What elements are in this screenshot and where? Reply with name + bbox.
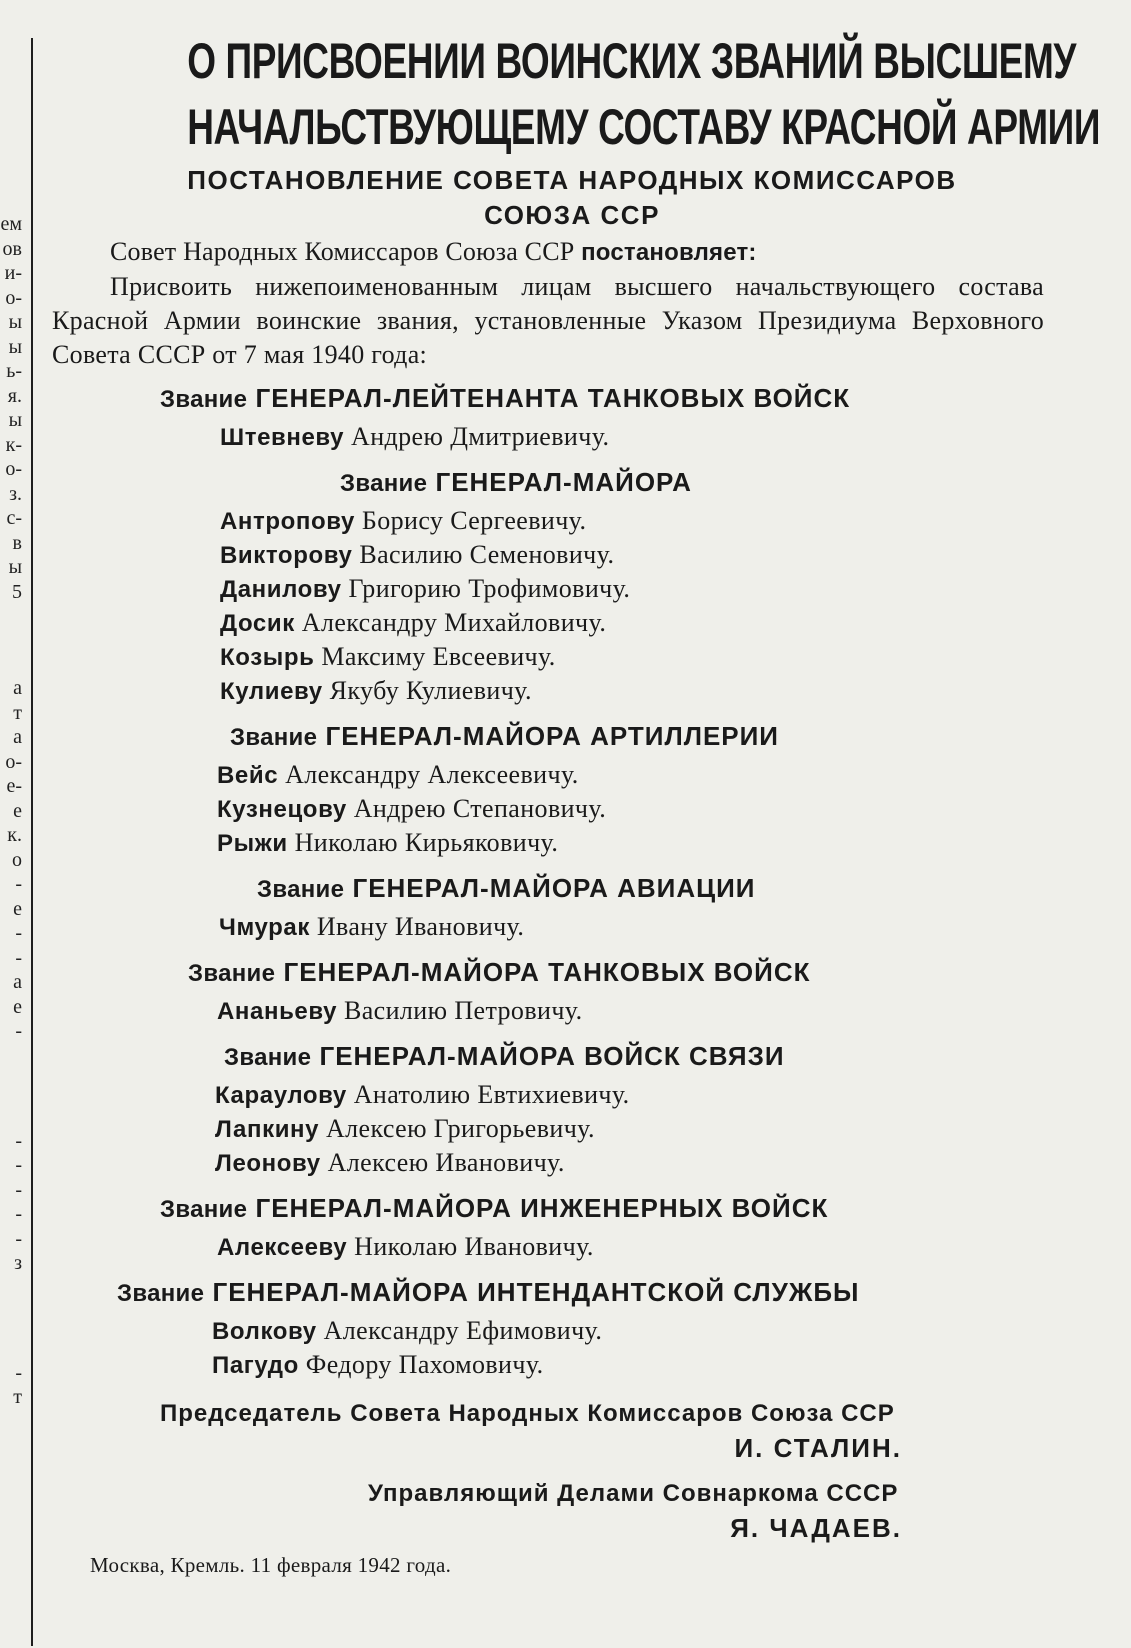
recipient-list [52,758,1092,860]
margin-fragment: е [13,897,22,920]
margin-fragment: я. [7,384,22,407]
headline [187,28,1101,160]
margin-fragment: ы [8,556,22,578]
margin-fragment: о [12,848,22,871]
margin-fragment: - [15,1227,22,1250]
margin-fragment: - [15,873,22,895]
recipient [217,792,1092,826]
recipient-given-names: Анатолию Евтихиевичу. [353,1080,630,1109]
margin-fragment: - [15,1361,22,1384]
preamble [52,235,1092,270]
recipient-given-names: Григорию Трофимовичу. [348,574,631,603]
decree-body [52,235,1092,372]
margin-fragment: ы [8,409,22,431]
margin-fragment: к- [5,433,22,456]
rank-title [52,870,1092,908]
margin-fragment: в [12,531,22,554]
rank-title [52,1190,1092,1228]
margin-fragment: а [13,677,22,699]
recipient-surname: Рыжи [217,830,288,857]
recipient-surname: Ананьеву [217,998,338,1025]
rank-prefix: Звание [160,1196,248,1223]
recipient-given-names: Федору Пахомовичу. [305,1350,544,1379]
ranks-list [52,380,1092,1382]
rank-prefix: Звание [230,724,318,751]
rank-name: ГЕНЕРАЛ-МАЙОРА ВОЙСК СВЯЗИ [319,1041,785,1071]
recipient-list [52,1230,1092,1264]
rank-block [52,1038,1092,1180]
recipient [220,572,1092,606]
headline-line-2: НАЧАЛЬСТВУЮЩЕМУ СОСТАВУ КРАСНОЙ АРМИИ [187,99,1101,155]
recipient [220,420,1092,454]
recipient-given-names: Александру Алексеевичу. [285,760,579,789]
recipient-list [52,1078,1092,1180]
recipient [212,1348,1092,1382]
rank-title [52,1274,1092,1312]
recipient-given-names: Николаю Ивановичу. [354,1232,594,1261]
recipient-given-names: Василию Петровичу. [343,996,583,1025]
preamble-text: Совет Народных Комиссаров Союза ССР [110,237,575,266]
rank-name: ГЕНЕРАЛ-ЛЕЙТЕНАНТА ТАНКОВЫХ ВОЙСК [255,383,851,413]
rank-prefix: Звание [188,960,276,987]
rank-prefix: Звание [340,470,428,497]
recipient-surname: Досик [220,610,295,637]
margin-fragment: - [15,1178,22,1201]
margin-fragment: т [13,1386,22,1408]
fragment-group-2 [0,676,24,1044]
recipient-given-names: Алексею Ивановичу. [327,1148,565,1177]
previous-column-fragments [0,212,24,1410]
rank-prefix: Звание [117,1280,205,1307]
rank-block [52,380,1092,454]
margin-fragment: ы [8,311,22,333]
rank-title [52,1038,1092,1076]
fragment-group-1 [0,212,24,604]
recipient [219,910,1092,944]
margin-fragment: з. [9,482,22,505]
signatory-position: Председатель Совета Народных Комиссаров Союза ССР [160,1400,895,1427]
rank-block [52,1274,1092,1382]
rank-title [52,954,1092,992]
recipient-list [52,910,1092,944]
subheading [52,163,1092,233]
margin-fragment: о- [5,750,22,773]
rank-name: ГЕНЕРАЛ-МАЙОРА ИНЖЕНЕРНЫХ ВОЙСК [255,1193,829,1223]
rank-name: ГЕНЕРАЛ-МАЙОРА АВИАЦИИ [352,873,756,903]
margin-fragment: з [14,1252,22,1274]
rank-block [52,464,1092,708]
rank-prefix: Звание [224,1044,312,1071]
recipient-list [52,994,1092,1028]
rank-prefix: Звание [160,386,248,413]
recipient [220,538,1092,572]
recipient [220,674,1092,708]
recipient-given-names: Александру Ефимовичу. [323,1316,603,1345]
margin-fragment: т [13,701,22,724]
recipient-surname: Леонову [215,1150,321,1177]
decree-paragraph: Присвоить нижепоименованным лицам высшего начальствующего состава Красной Армии воинские звания, установленные Указом Президиума Верховного Совета СССР от 7 мая 1940 года: [52,272,1044,369]
recipient-list [52,504,1092,708]
subheading-line-2: СОЮЗА ССР [484,200,660,230]
margin-fragment: ь- [6,360,22,382]
subheading-line-1: ПОСТАНОВЛЕНИЕ СОВЕТА НАРОДНЫХ КОМИССАРОВ [187,165,957,195]
recipient-surname: Алексееву [217,1234,348,1261]
recipient-surname: Чмурак [219,914,310,941]
margin-fragment: и- [4,262,22,284]
column-rule [31,38,33,1646]
recipient-surname: Викторову [220,542,353,569]
margin-fragment: - [15,1020,22,1042]
recipient [215,1078,1092,1112]
rank-name: ГЕНЕРАЛ-МАЙОРА ТАНКОВЫХ ВОЙСК [283,957,811,987]
recipient-surname: Козырь [220,644,315,671]
margin-fragment: ем [0,213,22,235]
margin-fragment: ы [8,335,22,358]
signatory-name: Я. ЧАДАЕВ. [730,1513,902,1543]
recipient-surname: Вейс [217,762,279,789]
margin-fragment: а [13,726,22,748]
margin-fragment: е [13,799,22,822]
rank-block [52,954,1092,1028]
signature-block [52,1476,1092,1546]
rank-block [52,1190,1092,1264]
margin-fragment: - [15,922,22,944]
rank-name: ГЕНЕРАЛ-МАЙОРА [435,467,692,497]
margin-fragment: ов [2,237,22,260]
margin-fragment: о- [5,458,22,480]
margin-fragment: е [13,995,22,1018]
recipient-given-names: Борису Сергеевичу. [361,506,587,535]
recipient-given-names: Николаю Кирьяковичу. [294,828,559,857]
recipient-surname: Лапкину [215,1116,320,1143]
margin-fragment: 5 [12,580,22,603]
recipient [215,1146,1092,1180]
recipient-given-names: Андрею Дмитриевичу. [351,422,610,451]
recipient-given-names: Александру Михайловичу. [301,608,607,637]
recipient-surname: Волкову [212,1318,317,1345]
rank-block [52,870,1092,944]
recipient [217,826,1092,860]
margin-fragment: а [13,971,22,993]
recipient [212,1314,1092,1348]
fragment-group-3 [0,1129,24,1276]
fragment-group-4 [0,1361,24,1410]
recipient [217,758,1092,792]
margin-fragment: - [15,1203,22,1225]
recipient-given-names: Ивану Ивановичу. [316,912,525,941]
recipient [215,1112,1092,1146]
recipient [220,640,1092,674]
dateline: Москва, Кремль. 11 февраля 1942 года. [90,1553,452,1577]
margin-fragment: - [15,1129,22,1152]
rank-title [52,718,1092,756]
margin-fragment: с- [6,507,22,529]
recipient-surname: Пагудо [212,1352,299,1379]
recipient-surname: Данилову [220,576,342,603]
recipient-list [52,1314,1092,1382]
recipient-surname: Кузнецову [217,796,347,823]
recipient-surname: Караулову [215,1082,347,1109]
margin-fragment: - [15,1154,22,1176]
recipient-surname: Кулиеву [220,678,323,705]
rank-title [52,464,1092,502]
recipient-list [52,420,1092,454]
recipient-surname: Штевневу [220,424,345,451]
headline-line-1: О ПРИСВОЕНИИ ВОИНСКИХ ЗВАНИЙ ВЫСШЕМУ [187,33,1077,89]
signatory-name: И. СТАЛИН. [734,1433,902,1463]
margin-fragment: - [15,946,22,969]
rank-name: ГЕНЕРАЛ-МАЙОРА ИНТЕНДАНТСКОЙ СЛУЖБЫ [212,1277,860,1307]
signatory-position: Управляющий Делами Совнаркома СССР [368,1480,899,1507]
recipient [217,994,1092,1028]
signature-block [52,1396,1092,1466]
recipient-given-names: Василию Семеновичу. [359,540,615,569]
rank-title [52,380,1092,418]
recipient-given-names: Якубу Кулиевичу. [329,676,532,705]
signatures [52,1396,1092,1546]
article [52,28,1101,1580]
rank-prefix: Звание [257,876,345,903]
recipient [220,504,1092,538]
recipient-given-names: Максиму Евсеевичу. [321,642,556,671]
recipient-given-names: Андрею Степановичу. [353,794,607,823]
recipient-given-names: Алексею Григорьевичу. [326,1114,595,1143]
margin-fragment: е- [6,775,22,797]
rank-name: ГЕНЕРАЛ-МАЙОРА АРТИЛЛЕРИИ [325,721,779,751]
recipient [220,606,1092,640]
margin-fragment: о- [5,286,22,309]
margin-fragment: к. [7,824,22,846]
recipient [217,1230,1092,1264]
recipient-surname: Антропову [220,508,355,535]
rank-block [52,718,1092,860]
preamble-bold: постановляет: [581,239,757,266]
